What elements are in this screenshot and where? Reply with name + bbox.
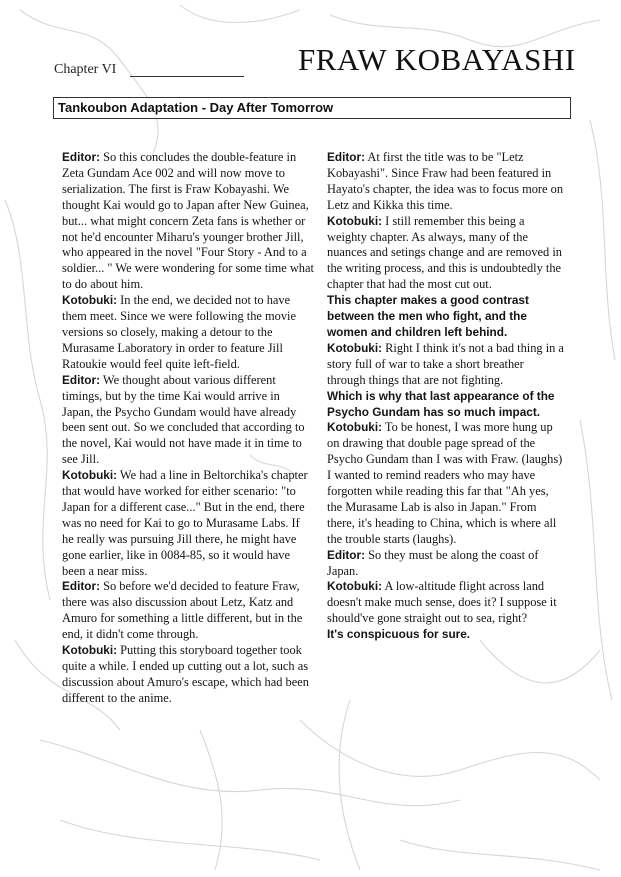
chapter-underline — [130, 76, 244, 77]
dialogue-text: So this concludes the double-feature in Zeta Gundam Ace 002 and will now move to serialization. The first is Fraw Kobayashi. We thought Kai would go to Japan after New Guinea, but... what might concern Zeta fans is whether or not he'd encounter Miharu's younger brother Jill, who appeared in the novel "Four Story - And to a soldier... " We were wondering for some time what to do about him. — [62, 150, 314, 292]
speaker-name: Kotobuki: — [327, 420, 383, 435]
chapter-label: Chapter VI — [54, 62, 117, 77]
dialogue-paragraph — [327, 420, 565, 547]
dialogue-text: At first the title was to be "Letz Kobayashi". Since Fraw had been featured in Hayato's chapter, the idea was to focus more on Letz and Kikka this time. — [327, 150, 564, 212]
speaker-name: Kotobuki: — [327, 579, 383, 594]
page-title: FRAW KOBAYASHI — [298, 42, 576, 77]
dialogue-text: So before we'd decided to feature Fraw, there was also discussion about Letz, Katz and Amuro for something a little different, but in the end, it didn't come through. — [62, 579, 303, 642]
speaker-name: Kotobuki: — [62, 643, 118, 658]
dialogue-paragraph — [62, 468, 314, 579]
dialogue-text: We had a line in Beltorchika's chapter that would have worked for either scenario: "to Japan for a different case..." But in the end, there was no need for Kai to go to Murasame Labs. If he really was pursuing Jill there, he might have gone earlier, like in 0084-85, so it would have been a near miss. — [62, 468, 308, 578]
dialogue-text: So they must be along the coast of Japan. — [327, 547, 539, 578]
section-title: Tankoubon Adaptation - Day After Tomorrow — [58, 100, 334, 115]
speaker-name: Kotobuki: — [327, 340, 383, 355]
dialogue-paragraph — [327, 341, 565, 389]
interviewer-line: Which is why that last appearance of the Psycho Gundam has so much impact. — [327, 388, 555, 419]
dialogue-paragraph — [327, 548, 565, 580]
dialogue-text: In the end, we decided not to have them meet. Since we were following the movie versions so closely, making a detour to the Murasame Laboratory in order to feature Jill Ratoukie would feel quite left-field. — [62, 293, 296, 371]
speaker-name: Editor: — [327, 547, 366, 562]
interviewer-line: This chapter makes a good contrast between the men who fight, and the women and children left behind. — [327, 293, 529, 339]
dialogue-text: I still remember this being a weighty chapter. As always, many of the nuances and setings change and are removed in the writing process, and this is undoubtedly the chapter that had the most cut out. — [327, 213, 562, 292]
section-header-box — [53, 97, 571, 119]
dialogue-paragraph — [62, 643, 314, 707]
dialogue-text: Right I think it's not a bad thing in a story full of war to take a short breather through things that are not fighting. — [327, 340, 564, 387]
speaker-name: Kotobuki: — [62, 293, 118, 308]
left-column — [62, 150, 314, 707]
speaker-name: Editor: — [327, 150, 366, 164]
dialogue-paragraph — [62, 293, 314, 373]
speaker-name: Kotobuki: — [327, 213, 383, 228]
dialogue-text: To be honest, I was more hung up on drawing that double page spread of the Psycho Gundam than I was with Fraw. (laughs) I wanted to remind readers who may have forgotten while reading this far that "Ah yes, the Murasame Lab is also in Japan." From there, it's heading to China, which is where all the trouble starts (laughs). — [327, 420, 563, 546]
dialogue-text: We thought about various different timings, but by the time Kai would arrive in Japan, the Psycho Gundam would have already been sent out. So we concluded that according to the novel, Kai would not have made it in time to see Jill. — [62, 372, 305, 467]
speaker-name: Editor: — [62, 372, 101, 387]
dialogue-paragraph — [327, 579, 565, 627]
interviewer-line: It's conspicuous for sure. — [327, 627, 471, 642]
speaker-name: Editor: — [62, 579, 101, 594]
speaker-name: Kotobuki: — [62, 468, 118, 483]
dialogue-paragraph — [327, 150, 565, 214]
dialogue-text: A low-altitude flight across land doesn't make much sense, does it? I suppose it should've gone straight out to sea, right? — [327, 579, 557, 626]
speaker-name: Editor: — [62, 150, 101, 164]
dialogue-paragraph — [62, 373, 314, 468]
dialogue-text: Putting this storyboard together took quite a while. I ended up cutting out a lot, such as discussion about Amuro's escape, which had been different to the anime. — [62, 643, 309, 705]
dialogue-paragraph — [62, 150, 314, 293]
dialogue-paragraph — [62, 579, 314, 643]
right-column — [327, 150, 565, 643]
dialogue-paragraph — [327, 214, 565, 294]
